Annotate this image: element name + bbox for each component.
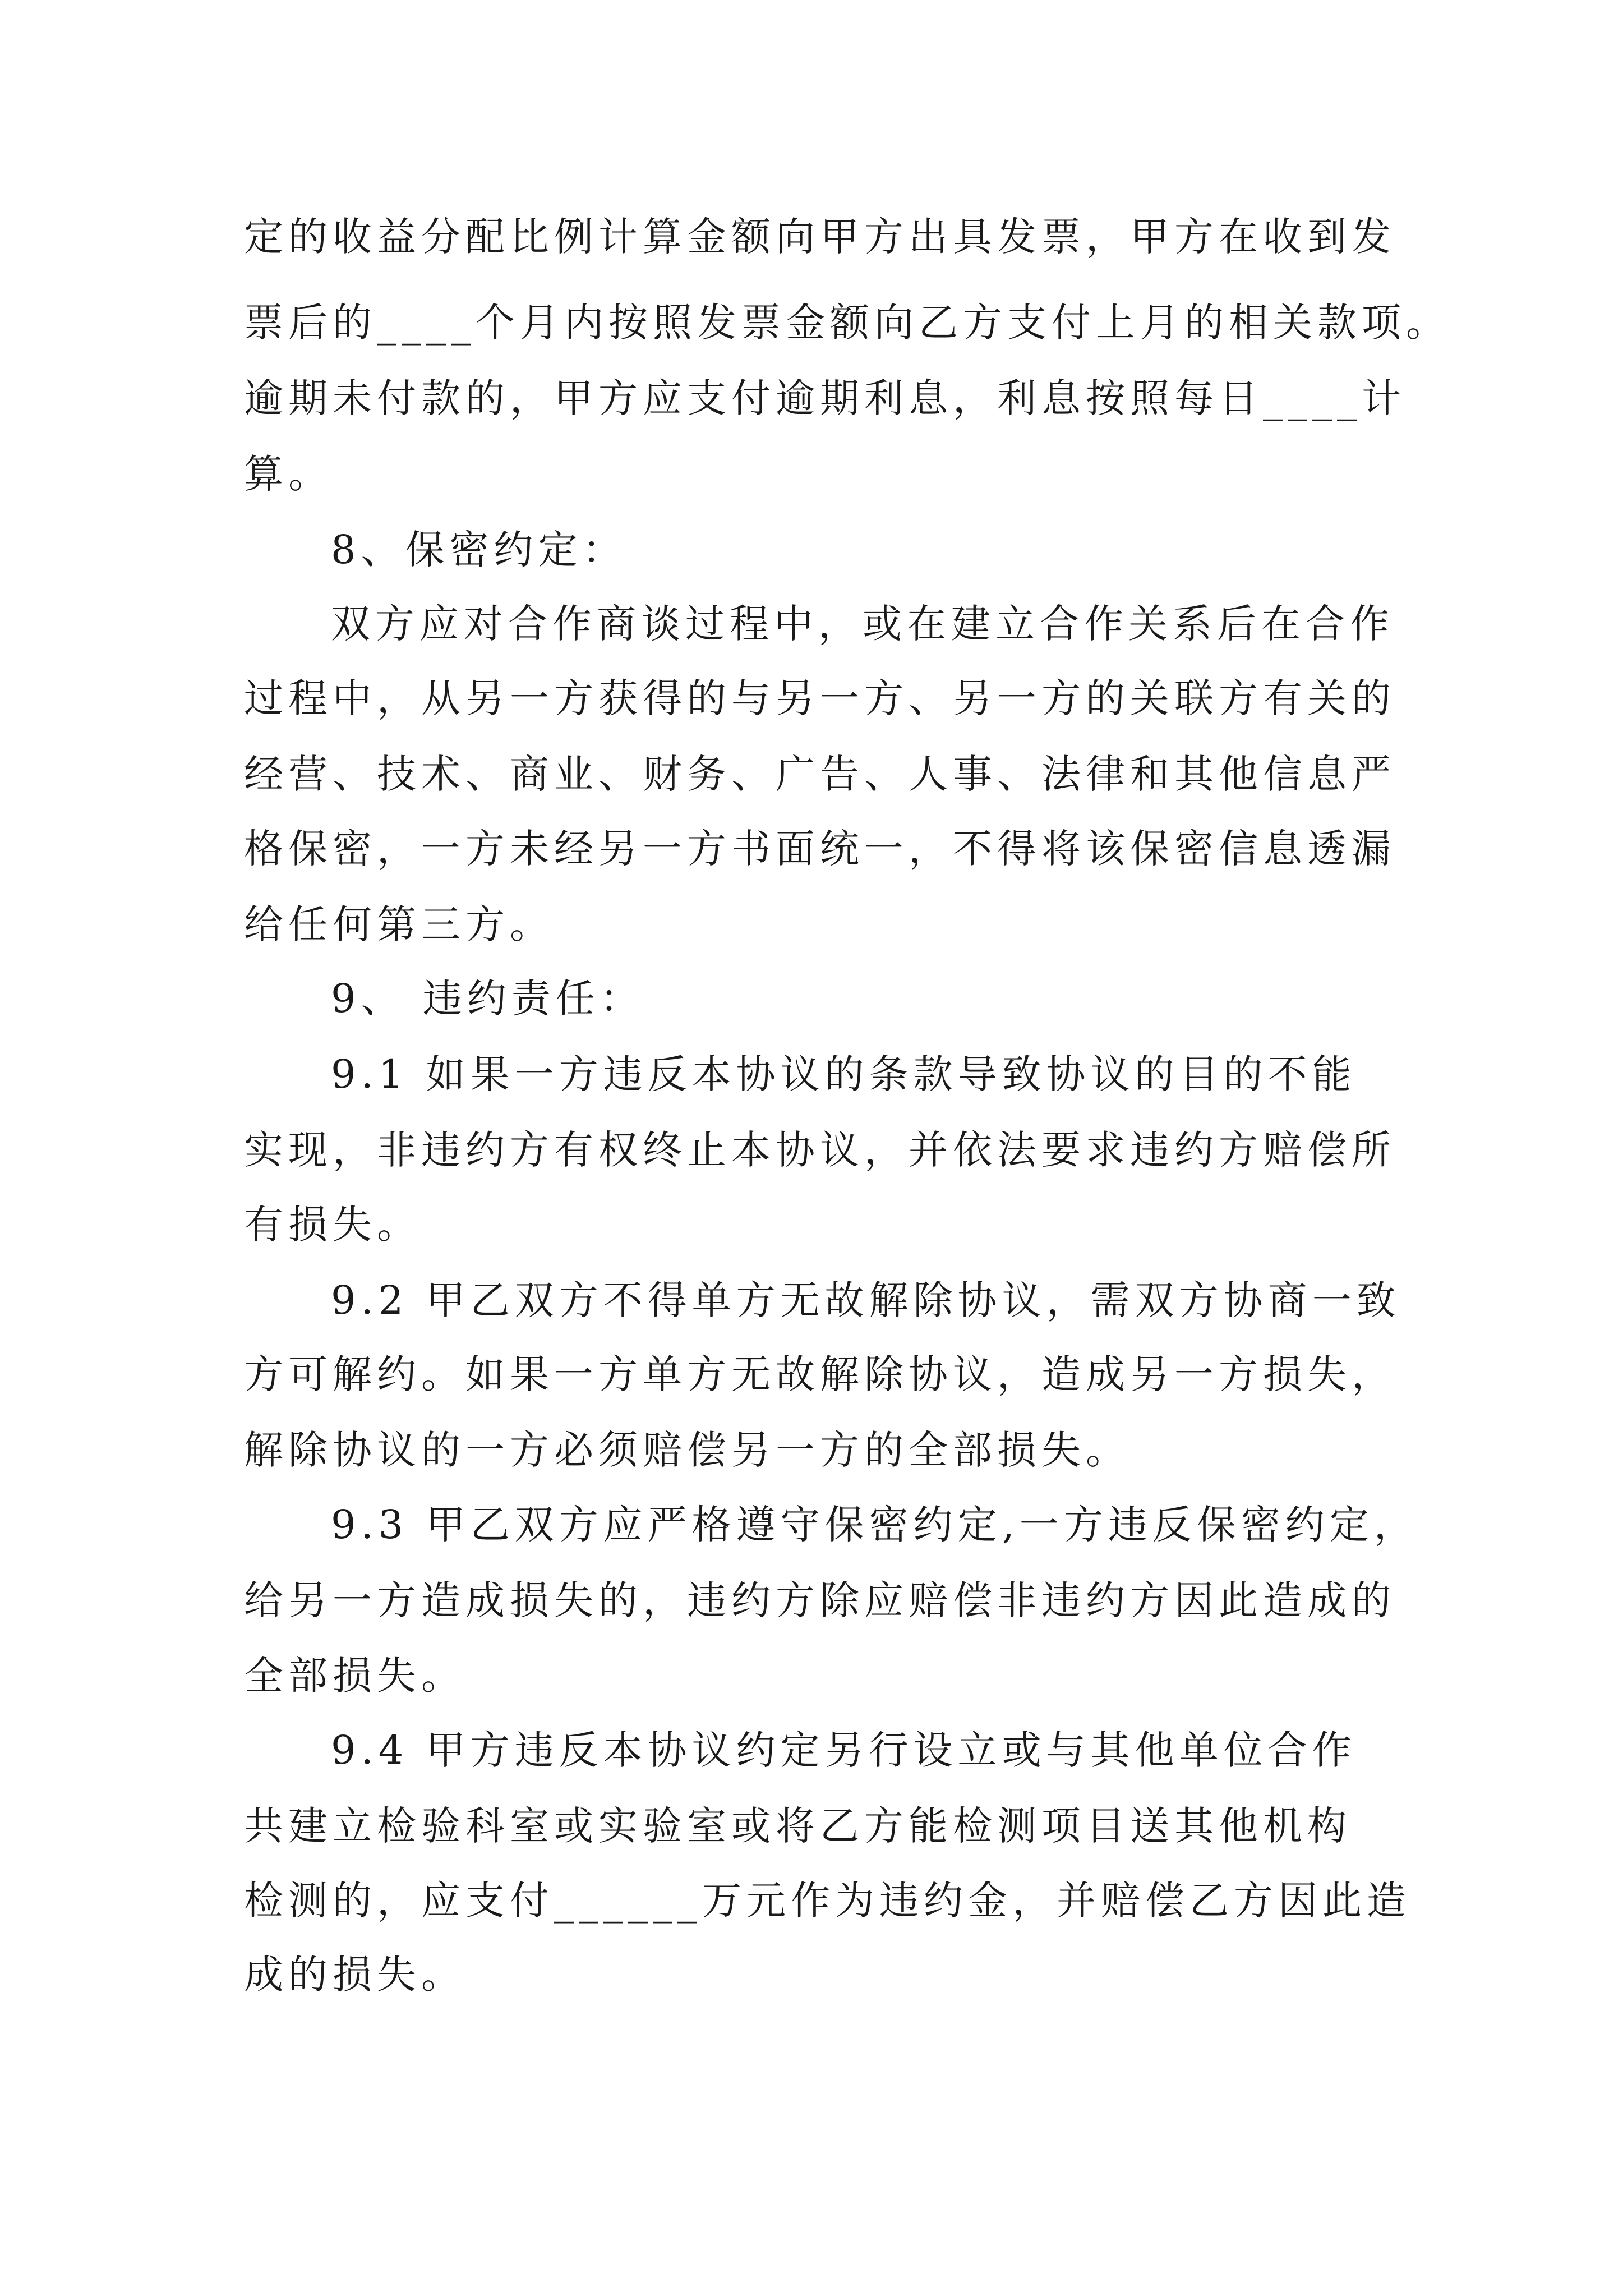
text-line: 有损失。: [244, 1202, 421, 1248]
section-heading: 9、 违约责任：: [331, 976, 644, 1022]
text-line: 方可解约。如果一方单方无故解除协议，造成另一方损失，: [244, 1351, 1396, 1397]
text-line: 共建立检验科室或实验室或将乙方能检测项目送其他机构: [244, 1803, 1352, 1849]
text-line: 票后的____个月内按照发票金额向乙方支付上月的相关款项。: [244, 300, 1450, 346]
text-line: 算。: [244, 451, 333, 497]
clause-line: 9.1 如果一方违反本协议的条款导致协议的目的不能: [331, 1051, 1357, 1097]
text-line: 实现，非违约方有权终止本协议，并依法要求违约方赔偿所: [244, 1127, 1396, 1173]
text-line: 经营、技术、商业、财务、广告、人事、法律和其他信息严: [244, 751, 1396, 797]
text-line: 检测的，应支付______万元作为违约金，并赔偿乙方因此造: [244, 1878, 1411, 1924]
clause-line: 9.2 甲乙双方不得单方无故解除协议，需双方协商一致: [331, 1277, 1401, 1323]
text-line: 全部损失。: [244, 1653, 465, 1699]
text-line: 逾期未付款的，甲方应支付逾期利息，利息按照每日____计: [244, 375, 1406, 421]
text-line: 双方应对合作商谈过程中，或在建立合作关系后在合作: [331, 601, 1394, 647]
clause-line: 9.3 甲乙双方应严格遵守保密约定,一方违反保密约定，: [331, 1502, 1418, 1548]
section-heading: 8、保密约定：: [331, 527, 627, 573]
text-line: 解除协议的一方必须赔偿另一方的全部损失。: [244, 1427, 1130, 1473]
clause-line: 9.4 甲方违反本协议约定另行设立或与其他单位合作: [331, 1727, 1357, 1773]
text-line: 给另一方造成损失的，违约方除应赔偿非违约方因此造成的: [244, 1577, 1396, 1623]
text-line: 定的收益分配比例计算金额向甲方出具发票，甲方在收到发: [244, 214, 1396, 260]
text-line: 成的损失。: [244, 1952, 465, 1998]
text-line: 过程中，从另一方获得的与另一方、另一方的关联方有关的: [244, 675, 1396, 721]
text-line: 给任何第三方。: [244, 901, 554, 947]
text-line: 格保密，一方未经另一方书面统一，不得将该保密信息透漏: [244, 826, 1396, 872]
